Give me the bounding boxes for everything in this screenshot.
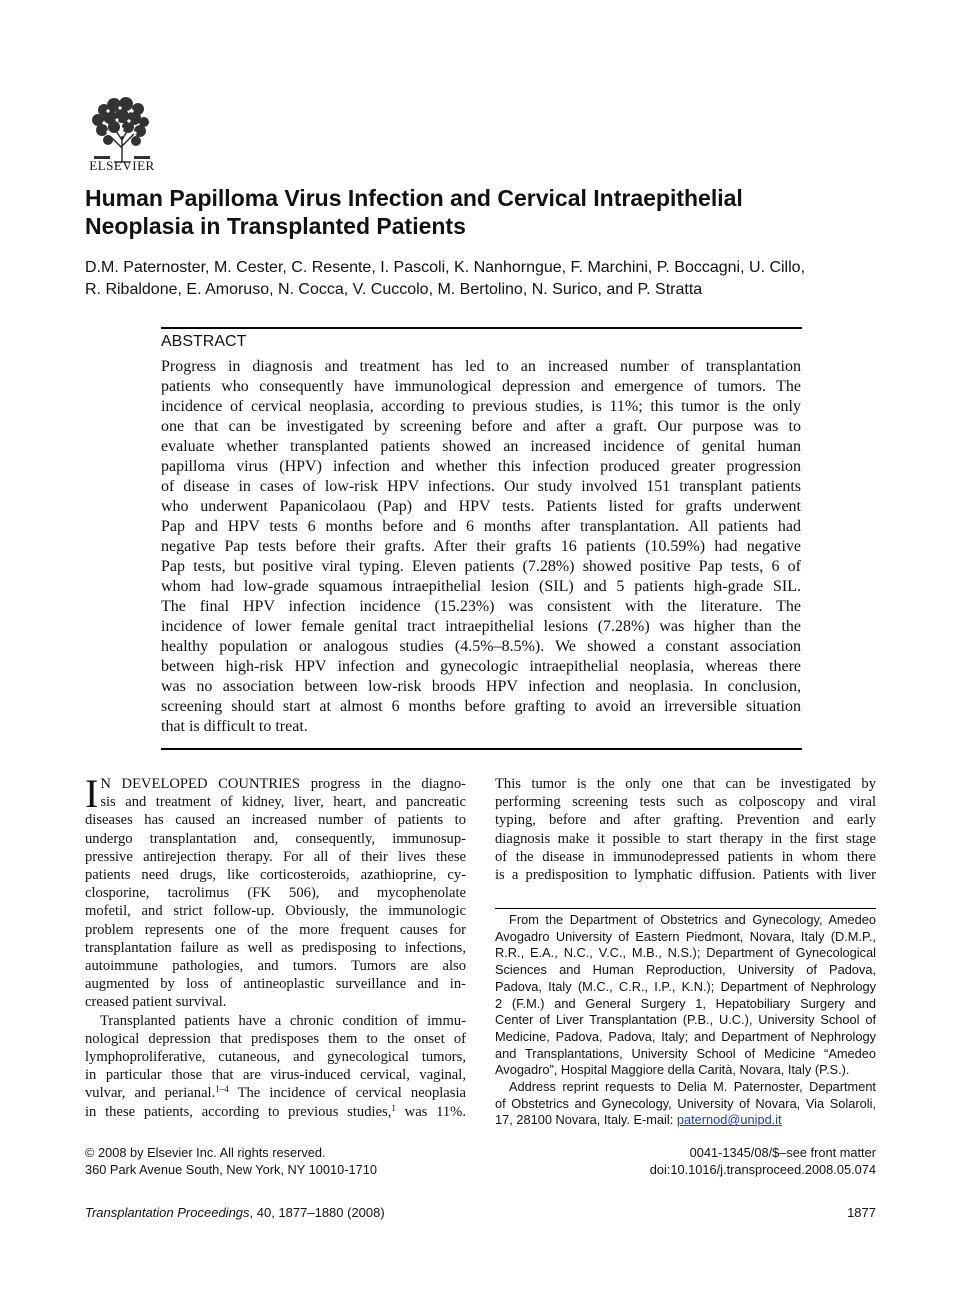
- abstract-line: one that can be investigated by screening before and after a graft. Our purpose was to: [161, 418, 801, 435]
- abstract-line: Pap tests, but positive viral typing. Eleven patients (7.28%) showed positive Pap tests, 6 of: [161, 558, 801, 575]
- abstract-line: healthy population or analogous studies (4.5%–8.5%). We showed a constant association: [161, 638, 801, 655]
- body-line: [85, 1103, 466, 1121]
- body-column-right: [495, 775, 876, 884]
- footnote-rule: [495, 908, 876, 909]
- title-line: Human Papilloma Virus Infection and Cervical Intraepithelial: [85, 185, 743, 211]
- lead-words: N DEVELOPED COUNTRIES: [100, 776, 301, 792]
- body-column-left: [85, 771, 466, 1121]
- body-line: closporine, tacrolimus (FK 506), and mycophenolate: [85, 885, 466, 902]
- abstract-line: incidence of cervical neoplasia, according to previous studies, is 11%; this tumor is the only: [161, 398, 801, 415]
- affiliation-line: Sciences and Human Reproduction, University of Padova,: [495, 962, 876, 978]
- body-line: augmented by loss of antineoplastic surveillance and in-: [85, 976, 466, 993]
- body-line: patients need drugs, like corticosteroids, azathioprine, cy-: [85, 867, 466, 884]
- abstract-line: evaluate whether transplanted patients showed an increased incidence of genital human: [161, 438, 801, 455]
- body-line: diseases has caused an increased number of patients to: [85, 812, 466, 829]
- body-text: in these patients, according to previous studies,: [85, 1103, 392, 1120]
- affiliation-line: From the Department of Obstetrics and Gynecology, Amedeo: [509, 912, 876, 927]
- abstract-bottom-rule: [161, 748, 802, 750]
- paragraph-transplanted: [85, 1012, 466, 1121]
- issn-text: 0041-1345/08/$–see front matter: [689, 1145, 876, 1160]
- body-line: sis and treatment of kidney, liver, heart, and pancreatic: [100, 794, 466, 811]
- body-line: [85, 1084, 466, 1102]
- abstract-line: that is difficult to treat.: [161, 718, 308, 735]
- journal-volume: , 40, 1877–1880 (2008): [249, 1205, 385, 1220]
- footer-copyright: [85, 1145, 377, 1178]
- body-line: transplantation failure as well as predisposing to infections,: [85, 939, 466, 956]
- body-line: is a predisposition to lymphatic diffusion. Patients with liver: [495, 867, 876, 884]
- affiliation-line: 2 (F.M.) and General Surgery 1, Hepatobiliary Surgery and: [495, 995, 876, 1011]
- paragraph-intro: [85, 771, 466, 1012]
- body-line: of the disease in immunodepressed patients in whom there: [495, 848, 876, 865]
- body-line: undergo transplantation and, consequently, immunosup-: [85, 830, 466, 847]
- body-text: The incidence of cervical neoplasia: [228, 1085, 466, 1102]
- affiliation-line: Avogadro University of Eastern Piedmont, Novara, Italy (D.M.P.,: [495, 928, 876, 944]
- abstract-top-rule: [161, 327, 802, 329]
- body-text: vulvar, and perianal.: [85, 1085, 216, 1102]
- abstract-body: [161, 357, 801, 737]
- affiliation-line: Padova, Italy (M.C., C.R., I.P., K.N.); Department of Nephrology: [495, 978, 876, 994]
- abstract-line: Pap and HPV tests 6 months before and 6 months after transplantation. All patients had: [161, 518, 801, 535]
- reprint-line: Address reprint requests to Delia M. Paternoster, Department: [509, 1079, 876, 1095]
- abstract-line: The final HPV infection incidence (15.23%) was consistent with the literature. The: [161, 598, 801, 615]
- body-line: This tumor is the only one that can be investigated by: [495, 776, 876, 792]
- page-number: 1877: [847, 1205, 876, 1220]
- abstract-line: of disease in cases of low-risk HPV infections. Our study involved 151 transplant patients: [161, 478, 801, 495]
- copyright-text: © 2008 by Elsevier Inc. All rights reserved.: [85, 1145, 326, 1160]
- reprint-line: [495, 1112, 876, 1129]
- body-line: diagnosis make it possible to start therapy in the first stage: [495, 830, 876, 847]
- abstract-line: Progress in diagnosis and treatment has led to an increased number of transplantation: [161, 358, 801, 375]
- affiliation-line: and Transplantations, University School of Medicine “Amedeo: [495, 1045, 876, 1061]
- body-line: Transplanted patients have a chronic condition of immu-: [100, 1012, 466, 1029]
- article-title: [85, 184, 885, 240]
- author-line: R. Ribaldone, E. Amoruso, N. Cocca, V. Cuccolo, M. Bertolino, N. Surico, and P. Stratta: [85, 281, 703, 298]
- abstract-line: incidence of lower female genital tract intraepithelial lesions (7.28%) was higher than the: [161, 618, 801, 635]
- footer-identifiers: [650, 1145, 876, 1178]
- body-line: nological depression that predisposes them to the onset of: [85, 1030, 466, 1047]
- body-line: in particular those that are virus-induced cervical, vaginal,: [85, 1067, 466, 1084]
- body-text: was 11%.: [395, 1103, 466, 1120]
- author-list: [85, 257, 885, 301]
- publisher-address: 360 Park Avenue South, New York, NY 10010-1710: [85, 1161, 377, 1177]
- abstract-line: who underwent Papanicolaou (Pap) and HPV tests. Patients listed for grafts underwent: [161, 498, 801, 515]
- affiliation-footnote: [495, 912, 876, 1129]
- body-line: mofetil, and strict follow-up. Obviously, the immunologic: [85, 903, 466, 920]
- title-line: Neoplasia in Transplanted Patients: [85, 213, 466, 239]
- body-line: performing screening tests such as colposcopy and viral: [495, 794, 876, 811]
- doi-text: doi:10.1016/j.transproceed.2008.05.074: [649, 1161, 876, 1177]
- journal-name: Transplantation Proceedings: [85, 1205, 250, 1220]
- abstract-line: was no association between low-risk broods HPV infection and neoplasia. In conclusion,: [161, 678, 801, 695]
- journal-citation: [85, 1205, 385, 1220]
- body-text: progress in the diagno-: [300, 776, 466, 792]
- email-link[interactable]: paternod@unipd.it: [676, 1112, 782, 1128]
- affiliation-line: Center of Liver Transplantation (P.B., U.C.), University School of: [495, 1012, 876, 1028]
- abstract-line: whom had low-grade squamous intraepithelial lesion (SIL) and 5 patients high-grade SIL.: [161, 578, 801, 595]
- abstract-heading: ABSTRACT: [161, 333, 247, 350]
- affiliation-line: Medicine, Padova, Padova, Italy; and Department of Nephrology: [495, 1028, 876, 1044]
- abstract-line: negative Pap tests before their grafts. After their grafts 16 patients (10.59%) had negative: [161, 538, 801, 555]
- abstract-line: papilloma virus (HPV) infection and whether this infection produced greater progression: [161, 458, 801, 475]
- affiliation-line: R.R., E.A., N.C., V.C., M.B., N.S.); Department of Gynecological: [495, 945, 876, 961]
- citation-ref[interactable]: 1–4: [215, 1084, 229, 1095]
- body-line: [85, 775, 466, 793]
- citation-ref[interactable]: 1: [391, 1102, 396, 1113]
- author-line: D.M. Paternoster, M. Cester, C. Resente, I. Pascoli, K. Nanhorngue, F. Marchini, P. Boccagni, U. Cillo,: [85, 259, 806, 276]
- body-line: problem represents one of the more frequent causes for: [85, 921, 466, 938]
- body-line: pressive antirejection therapy. For all of their lives these: [85, 848, 466, 865]
- abstract-line: patients who consequently have immunological depression and emergence of tumors. The: [161, 378, 801, 395]
- reprint-text: 17, 28100 Novara, Italy. E-mail:: [495, 1112, 677, 1128]
- abstract-line: between high-risk HPV infection and gynecologic intraepithelial neoplasia, whereas there: [161, 658, 801, 675]
- body-line: lymphoproliferative, cutaneous, and gynecological tumors,: [85, 1049, 466, 1066]
- abstract-line: screening should start at almost 6 months before grafting to avoid an irreversible situation: [161, 698, 801, 715]
- body-line: autoimmune pathologies, and tumors. Tumors are also: [85, 958, 466, 975]
- body-line: typing, before and after grafting. Prevention and early: [495, 812, 876, 829]
- affiliation-line: Avogadro”, Hospital Maggiore della Carità, Novara, Italy (P.S.).: [495, 1062, 850, 1078]
- elsevier-wordmark: ELSEVIER: [89, 158, 155, 173]
- drop-cap: I: [85, 771, 99, 816]
- body-line: creased patient survival.: [85, 994, 227, 1011]
- reprint-line: of Obstetrics and Gynecology, University of Novara, Via Solaroli,: [495, 1095, 876, 1111]
